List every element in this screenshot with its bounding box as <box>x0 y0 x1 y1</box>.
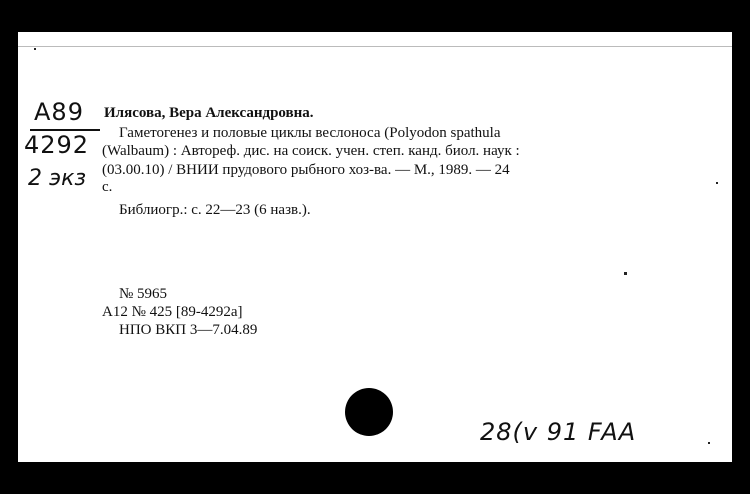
registry-stamp: НПО ВКП 3—7.04.89 <box>119 322 258 338</box>
title-line-3: (03.00.10) / ВНИИ прудового рыбного хоз-ва. — М., 1989. — 24 <box>102 162 510 178</box>
author-heading: Илясова, Вера Александровна. <box>104 105 314 121</box>
title-line-2: (Walbaum) : Автореф. дис. на соиск. учен. степ. канд. биол. наук : <box>102 143 520 159</box>
record-number: № 5965 <box>119 286 168 302</box>
card-punch-hole <box>345 388 393 436</box>
shelfmark-line2: 4292 <box>24 131 90 159</box>
accession-number: А12 № 425 [89-4292а] <box>102 304 243 320</box>
catalog-card <box>18 32 732 462</box>
title-line-4: с. <box>102 179 113 195</box>
shelfmark-copies: 2 экз <box>28 166 87 191</box>
scan-speck <box>624 272 627 275</box>
top-divider <box>18 46 732 47</box>
title-line-1: Гаметогенез и половые циклы веслоноса (Polyodon spathula <box>119 125 501 141</box>
scan-speck <box>34 48 36 50</box>
scan-speck <box>708 442 710 444</box>
bibliography-note: Библиогр.: с. 22—23 (6 назв.). <box>119 202 311 218</box>
scan-speck <box>716 182 718 184</box>
handwritten-note: 28(v 91 FAA <box>480 418 637 446</box>
shelfmark-line1: А89 <box>34 98 84 126</box>
